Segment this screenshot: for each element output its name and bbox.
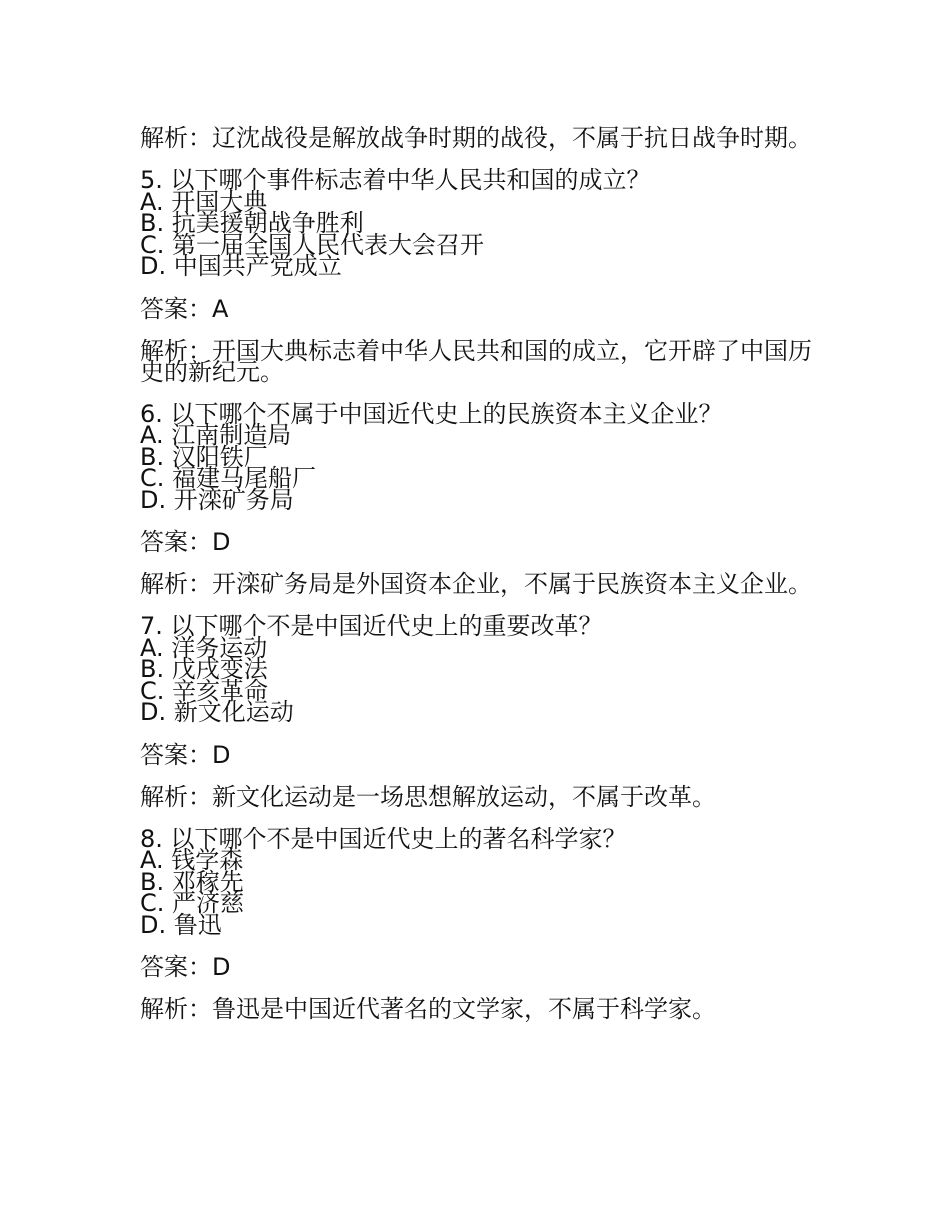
document-body — [140, 124, 820, 1023]
question-title: 6. 以下哪个不属于中国近代史上的民族资本主义企业？ — [140, 399, 723, 428]
answer-text: 答案：A — [140, 294, 229, 323]
question-title: 7. 以下哪个不是中国近代史上的重要改革？ — [140, 612, 603, 640]
option-d: D. 鲁迅 — [140, 910, 222, 939]
option-b: B. 戊戌变法 — [140, 655, 268, 683]
question-title: 8. 以下哪个不是中国近代史上的著名科学家？ — [140, 824, 627, 853]
answer-text: 答案：D — [140, 740, 231, 769]
option-a: A. 江南制造局 — [140, 421, 292, 449]
option-a: A. 开国大典 — [140, 187, 268, 216]
explanation-text: 解析：开国大典标志着中华人民共和国的成立，它开辟了中国历史的新纪元。 — [140, 336, 812, 386]
option-a: A. 洋务运动 — [140, 633, 268, 662]
explanation-text: 解析：鲁迅是中国近代著名的文学家，不属于科学家。 — [140, 995, 716, 1023]
question-6 — [140, 399, 820, 514]
question-7 — [140, 612, 820, 726]
option-b: B. 汉阳铁厂 — [140, 442, 268, 471]
question-8 — [140, 824, 820, 939]
option-d: D. 开滦矿务局 — [140, 485, 294, 514]
option-b: B. 抗美援朝战争胜利 — [140, 209, 364, 237]
question-title: 5. 以下哪个事件标志着中华人民共和国的成立？ — [140, 166, 651, 194]
option-c: C. 第一届全国人民代表大会召开 — [140, 230, 485, 259]
option-a: A. 钱学森 — [140, 846, 244, 874]
option-d: D. 中国共产党成立 — [140, 252, 342, 280]
option-d: D. 新文化运动 — [140, 698, 294, 726]
option-c: C. 严济慈 — [140, 889, 245, 917]
answer-text: 答案：D — [140, 953, 231, 981]
option-c: C. 辛亥革命 — [140, 676, 269, 705]
option-b: B. 邓稼先 — [140, 867, 244, 896]
option-c: C. 福建马尾船厂 — [140, 464, 317, 492]
explanation-text: 解析：辽沈战役是解放战争时期的战役，不属于抗日战争时期。 — [140, 124, 812, 152]
explanation-text: 解析：开滦矿务局是外国资本企业，不属于民族资本主义企业。 — [140, 570, 812, 598]
answer-text: 答案：D — [140, 528, 231, 556]
question-5 — [140, 166, 820, 280]
explanation-text: 解析：新文化运动是一场思想解放运动，不属于改革。 — [140, 782, 716, 811]
